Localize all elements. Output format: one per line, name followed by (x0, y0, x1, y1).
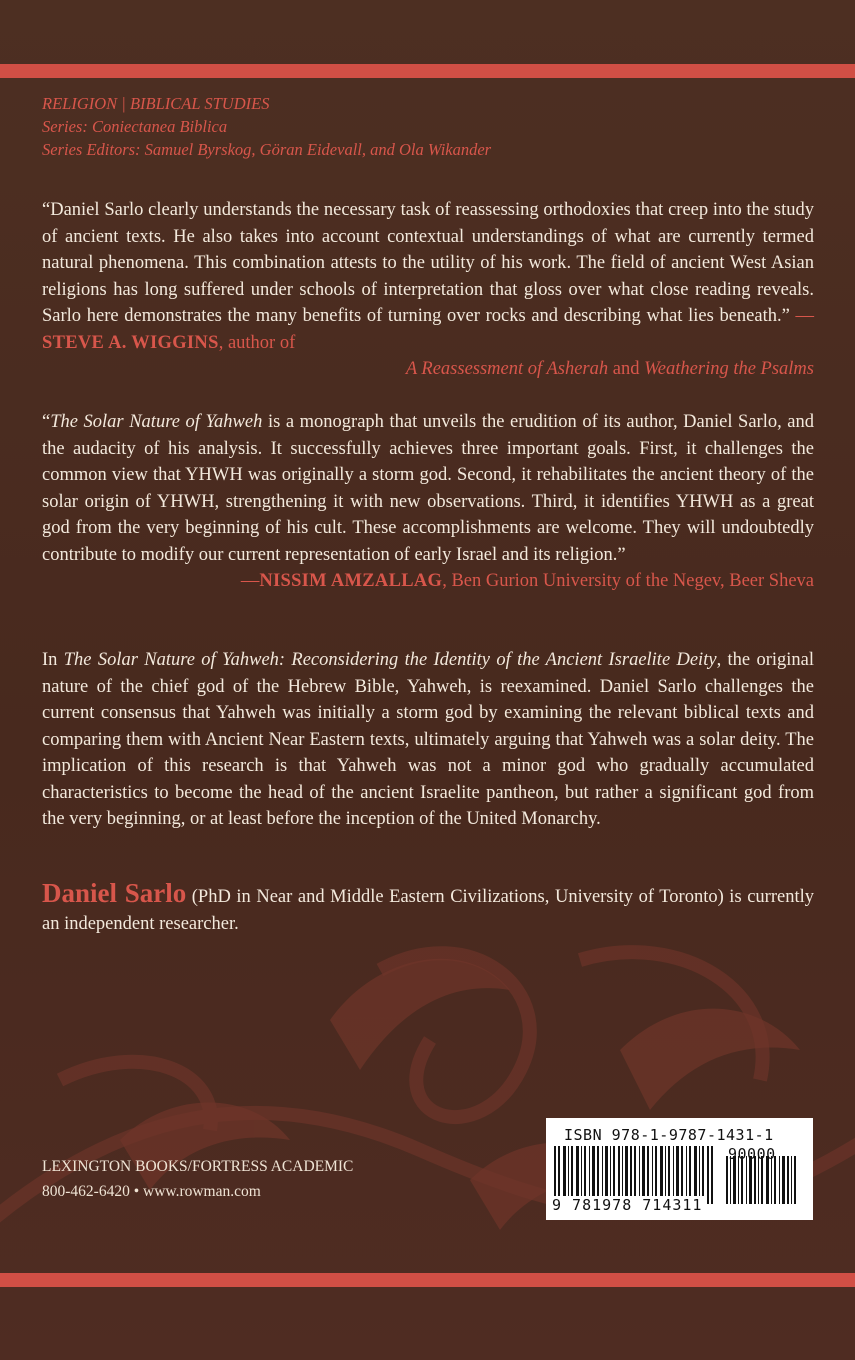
quote-author: NISSIM AMZALLAG (259, 571, 443, 591)
full-book-title: The Solar Nature of Yahweh: Reconsidering the Identity of the Ancient Israelite Deity (63, 650, 717, 670)
series-label: Series: Coniectanea Biblica (42, 117, 228, 136)
top-accent-band (0, 64, 855, 78)
work-title-1: A Reassessment of Asherah (405, 359, 609, 379)
work-title-2: Weathering the Psalms (644, 359, 814, 379)
publisher-name: LEXINGTON BOOKS/FORTRESS ACADEMIC (42, 1158, 354, 1175)
series-editors: Series Editors: Samuel Byrskog, Göran Eidevall, and Ola Wikander (42, 140, 492, 159)
category-label: RELIGION | BIBLICAL STUDIES (42, 94, 270, 113)
quote-author: STEVE A. WIGGINS (42, 332, 219, 353)
bio-text: (PhD in Near and Middle Eastern Civilizations, University of Toronto) is currently an independent researcher. (42, 887, 814, 934)
quote-works: A Reassessment of Asherah and Weathering the Psalms (405, 359, 814, 379)
barcode-digits: 9 781978 714311 (552, 1196, 703, 1214)
author-bio (42, 880, 814, 937)
isbn-text: ISBN 978-1-9787-1431-1 (564, 1126, 774, 1144)
quote-role: , author of (218, 332, 296, 353)
quote-text: “Daniel Sarlo clearly understands the necessary task of reassessing orthodoxies that creep into the study of ancient texts. He also takes into account contextual understandings of what are currently termed natural phenomena. This combination attests to the utility of his work. The field of ancient West Asian religions has long suffered under schools of interpretation that gloss over what close reading reveals. Sarlo here demonstrates the many benefits of turning over rocks and describing what lies beneath.” (42, 200, 814, 326)
price-code: 90000 (728, 1145, 776, 1163)
book-description: In The Solar Nature of Yahweh: Reconsidering the Identity of the Ancient Israelite Deity, the original nature of the chief god of the Hebrew Bible, Yahweh, is reexamined. Daniel Sarlo challenges the current consensus that Yahweh was initially a storm god by examining the relevant biblical texts and comparing them with Ancient Near Eastern texts, ultimately arguing that Yahweh was a solar deity. The implication of this research is that Yahweh was not a minor god who gradually accumulated characteristics to become the head of the ancient Israelite pantheon, but rather a significant god from the very beginning, or at least before the inception of the United Monarchy. (42, 650, 814, 829)
endorsement-wiggins: “Daniel Sarlo clearly understands the necessary task of reassessing orthodoxies that creep into the study of ancient texts. He also takes into account contextual understandings of what are currently termed natural phenomena. This combination attests to the utility of his work. The field of ancient West Asian religions has long suffered under schools of interpretation that gloss over what close reading reveals. Sarlo here demonstrates the many benefits of turning over rocks and describing what lies beneath.” —STEVE A. WIGGINS, author of A Reassessment of Asherah and Weathering the Psalms (42, 197, 814, 383)
quote-attribution: —NISSIM AMZALLAG, Ben Gurion University of the Negev, Beer Sheva (240, 571, 814, 591)
bottom-accent-band (0, 1273, 855, 1287)
quote-text: is a monograph that unveils the erudition of its author, Daniel Sarlo, and the audacity of his analysis. It successfully achieves three important goals. First, it challenges the common view that YHWH was originally a storm god. Second, it rehabilitates the ancient theory of the solar origin of YHWH, strengthening it with new observations. Third, it identifies YHWH as a great god from the very beginning of his cult. These accomplishments are welcome. They will undoubtedly contribute to modify our current representation of early Israel and its religion.” (42, 412, 814, 565)
category-block (42, 92, 491, 161)
publisher-info (42, 1154, 353, 1204)
author-name: Daniel Sarlo (42, 878, 187, 908)
book-title: The Solar Nature of Yahweh (50, 412, 263, 432)
isbn-barcode (546, 1118, 813, 1220)
quote-affiliation: , Ben Gurion University of the Negev, Beer Sheva (442, 571, 814, 591)
endorsement-amzallag: “The Solar Nature of Yahweh is a monograph that unveils the erudition of its author, Daniel Sarlo, and the audacity of his analysis. It successfully achieves three important goals. First, it challenges the common view that YHWH was originally a storm god. Second, it rehabilitates the ancient theory of the solar origin of YHWH, strengthening it with new observations. Third, it identifies YHWH as a great god from the very beginning of his cult. These accomplishments are welcome. They will undoubtedly contribute to modify our current representation of early Israel and its religion.” —NISSIM AMZALLAG, Ben Gurion University of the Negev, Beer Sheva (42, 409, 814, 595)
publisher-contact: 800-462-6420 • www.rowman.com (42, 1183, 261, 1200)
